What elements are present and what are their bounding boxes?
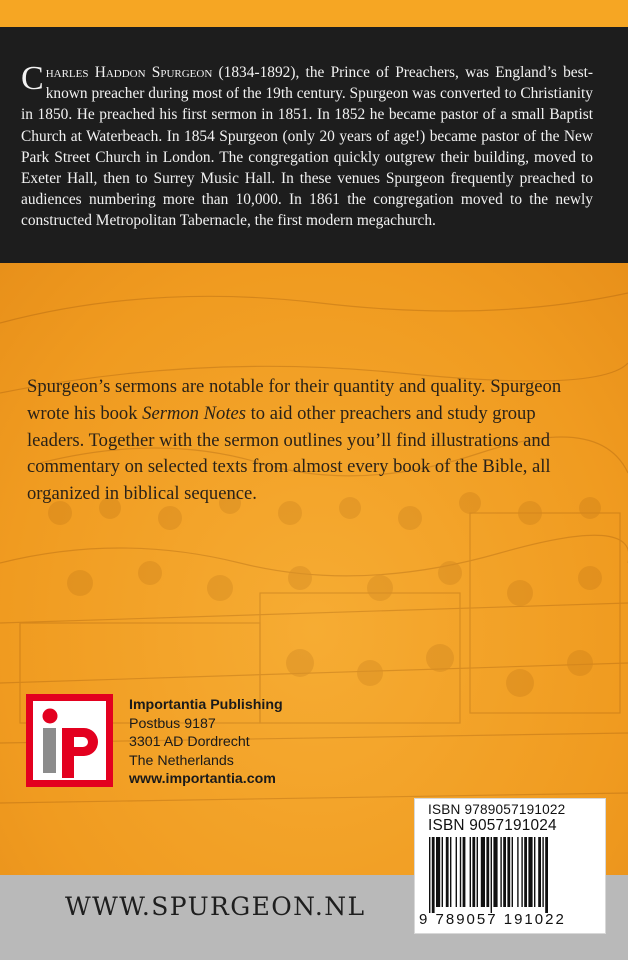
barcode-number: 9 789057 191022 [419,911,566,928]
description-part1: Spurgeon’s sermons are notable for their quantity and quality. Spurgeon wrote his book [27,376,562,424]
barcode-icon [425,837,595,915]
publisher-address-line1: Postbus 9187 [129,715,216,732]
isbn-10: ISBN 9057191024 [428,817,557,834]
bio-text [21,62,593,232]
barcode-box [414,798,606,934]
publisher-name: Importantia Publishing [129,697,283,713]
book-description [27,374,587,508]
publisher-address-line3: The Netherlands [129,752,234,769]
importantia-logo-icon [26,694,113,787]
bio-body: (1834-1892), the Prince of Preachers, was England’s best-known preacher during most of the 19th century. Spurgeon was converted to Christianity in 1850. He preached his first sermon in 1851. In 1852 he became pastor of a small Baptist Church at Waterbeach. In 1854 Spurgeon (only 20 years of age!) became pastor of the New Park Street Church in London. The congregation quickly outgrew their building, moved to Exeter Hall, then to Surrey Music Hall. In these venues Spurgeon frequently preached to audiences numbering more than 10,000. In 1861 the congregation moved to the newly constructed Metropolitan Tabernacle, the first modern megachurch. [21,64,593,230]
publisher-info [129,696,283,789]
bio-name: harles Haddon Spurgeon [45,64,213,81]
publisher-website: www.importantia.com [129,771,276,788]
footer-website: WWW.SPURGEON.NL [65,892,366,921]
ip-logo-mark [33,701,106,780]
book-title: Sermon Notes [142,402,246,424]
publisher-address-line2: 3301 AD Dordrecht [129,734,250,751]
isbn-13: ISBN 9789057191022 [428,802,566,817]
top-strip [0,0,628,27]
description-part2: to aid other preachers and study group leaders. Together with the sermon outlines you’ll find illustrations and commentary on selected texts from almost every book of the Bible, all organized in biblical sequence. [27,402,551,505]
bio-dropcap: C [21,60,44,97]
